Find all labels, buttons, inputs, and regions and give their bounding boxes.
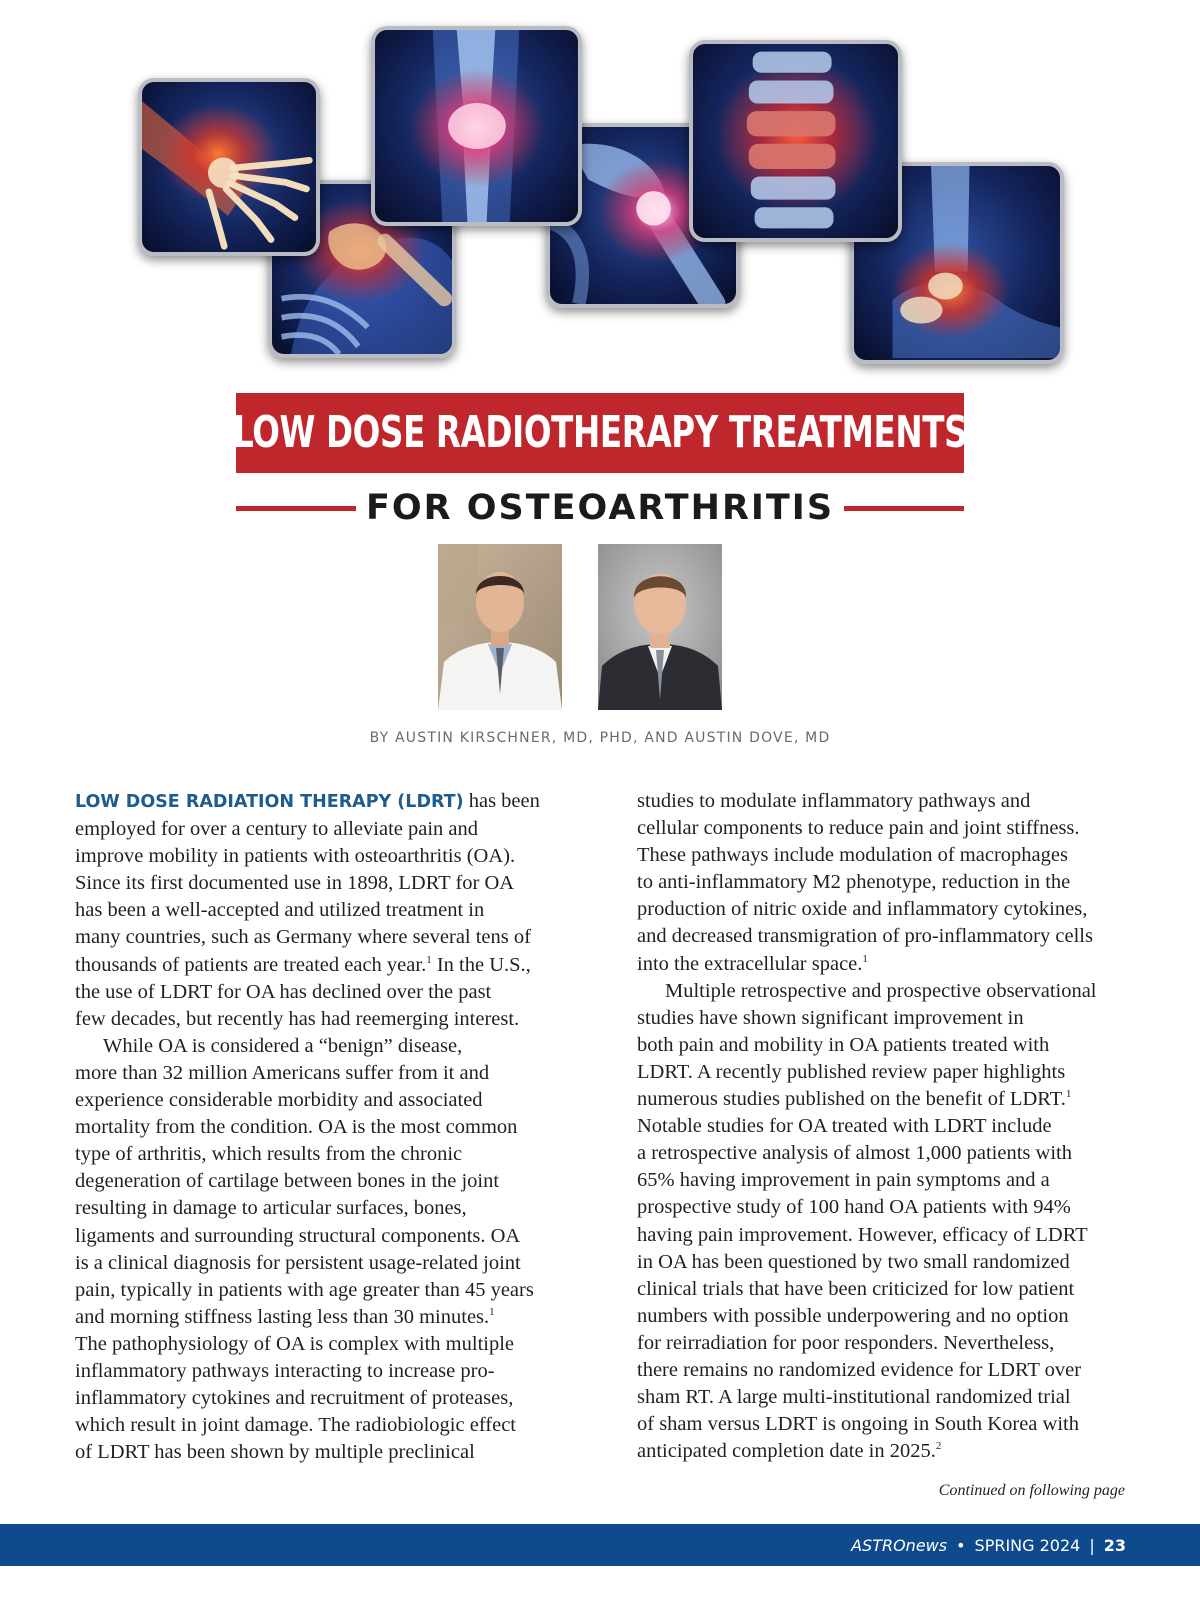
text-line [637, 788, 1135, 815]
text-line [637, 869, 1135, 896]
text-line [637, 1194, 1135, 1221]
text-run: prospective study of 100 hand OA patients with 94% [637, 1196, 1071, 1219]
reference-superscript: 1 [1065, 1088, 1072, 1101]
spine-joint-icon [693, 44, 898, 238]
text-line [75, 924, 573, 951]
footer-publication: ASTROnews [851, 1535, 948, 1555]
text-line [637, 1059, 1135, 1086]
text-line [637, 1222, 1135, 1249]
text-run: resulting in damage to articular surfaces, bones, [75, 1197, 467, 1220]
text-run: These pathways include modulation of macrophages [637, 844, 1068, 867]
text-run: cellular components to reduce pain and joint stiffness. [637, 817, 1080, 840]
text-line [75, 979, 573, 1006]
subtitle-rule-left [236, 506, 356, 511]
text-line [75, 1006, 573, 1033]
text-line [75, 1304, 573, 1331]
text-line [637, 978, 1135, 1005]
author-photo-kirschner [438, 544, 562, 710]
text-line [637, 1249, 1135, 1276]
text-line [637, 1032, 1135, 1059]
article-title: LOW DOSE RADIOTHERAPY TREATMENTS [232, 407, 968, 458]
hand-joint-image [138, 78, 320, 256]
text-run: LDRT. A recently published review paper highlights [637, 1060, 1066, 1083]
text-line [75, 1087, 573, 1114]
byline: BY AUSTIN KIRSCHNER, MD, PHD, AND AUSTIN DOVE, MD [369, 730, 831, 746]
text-line [75, 1195, 573, 1222]
text-line [75, 1358, 573, 1385]
text-line [75, 816, 573, 843]
author-portrait-icon [438, 544, 562, 710]
text-line [637, 1357, 1135, 1384]
text-run: studies to modulate inflammatory pathways and [637, 790, 1031, 812]
text-line [637, 1140, 1135, 1167]
footer-separator: • [956, 1535, 966, 1555]
text-line [637, 1330, 1135, 1357]
text-run: has been a well-accepted and utilized treatment in [75, 899, 485, 922]
text-run: anticipated completion date in 2025. [637, 1440, 936, 1463]
text-run: for reirradiation for poor responders. Nevertheless, [637, 1331, 1055, 1354]
title-banner [232, 393, 968, 473]
text-run: sham RT. A large multi-institutional randomized trial [637, 1386, 1071, 1409]
text-run: type of arthritis, which results from the chronic [75, 1143, 463, 1166]
text-run: having pain improvement. However, efficacy of LDRT [637, 1223, 1088, 1246]
reference-superscript: 1 [862, 952, 868, 965]
text-line [75, 843, 573, 870]
text-line [75, 1385, 573, 1412]
text-run: into the extracellular space. [637, 952, 863, 975]
text-run: experience considerable morbidity and associated [75, 1089, 483, 1112]
reference-superscript: 2 [935, 1440, 942, 1453]
text-run: is a clinical diagnosis for persistent usage-related joint [75, 1251, 521, 1274]
text-run: both pain and mobility in OA patients treated with [637, 1033, 1050, 1056]
text-line [637, 1276, 1135, 1303]
text-run: studies have shown significant improvement in [637, 1006, 1024, 1029]
text-run: inflammatory cytokines and recruitment of proteases, [75, 1387, 514, 1410]
page-footer [0, 1524, 1200, 1566]
text-run: a retrospective analysis of almost 1,000 patients with [637, 1142, 1072, 1165]
text-line [75, 1223, 573, 1250]
text-line [637, 951, 1135, 978]
knee-joint-image [371, 26, 582, 226]
text-run: inflammatory pathways interacting to increase pro- [75, 1359, 495, 1382]
continued-note: Continued on following page [938, 1482, 1125, 1499]
text-line [75, 1141, 573, 1168]
text-line [75, 1114, 573, 1141]
text-run: employed for over a century to alleviate pain and [75, 818, 479, 841]
text-line [75, 952, 573, 979]
text-run: pain, typically in patients with age greater than 45 years [75, 1278, 534, 1301]
page-number: 23 [1103, 1535, 1126, 1555]
text-run: Multiple retrospective and prospective observational [665, 979, 1097, 1002]
left-column [75, 788, 573, 1466]
text-line [75, 788, 573, 816]
text-line [75, 1033, 573, 1060]
footer-issue: SPRING 2024 [974, 1535, 1081, 1555]
text-run: of sham versus LDRT is ongoing in South Korea with [637, 1413, 1079, 1436]
text-run: which result in joint damage. The radiobiologic effect [75, 1414, 517, 1437]
hand-joint-icon [142, 82, 316, 252]
right-column [637, 788, 1135, 1465]
text-run: of LDRT has been shown by multiple preclinical [75, 1441, 475, 1464]
text-run: there remains no randomized evidence for LDRT over [637, 1358, 1082, 1381]
text-line [75, 1250, 573, 1277]
text-run: While OA is considered a “benign” disease, [103, 1034, 463, 1057]
text-line [75, 870, 573, 897]
text-run: thousands of patients are treated each year. [75, 953, 427, 976]
text-line [637, 1411, 1135, 1438]
text-run: few decades, but recently has had reemerging interest. [75, 1007, 520, 1030]
text-run: improve mobility in patients with osteoarthritis (OA). [75, 845, 516, 868]
text-line [75, 1331, 573, 1358]
text-run: mortality from the condition. OA is the most common [75, 1116, 518, 1139]
text-run: the use of LDRT for OA has declined over the past [75, 980, 492, 1003]
article-subtitle: FOR OSTEOARTHRITIS [365, 487, 835, 528]
text-run: numerous studies published on the benefit of LDRT. [637, 1088, 1066, 1111]
text-run: more than 32 million Americans suffer from it and [75, 1061, 490, 1084]
knee-joint-icon [375, 30, 578, 222]
text-line [75, 897, 573, 924]
text-line [75, 1060, 573, 1087]
text-line [637, 896, 1135, 923]
text-run: production of nitric oxide and inflammatory cytokines, [637, 898, 1088, 921]
text-run: numbers with possible underpowering and no option [637, 1304, 1069, 1327]
text-line [637, 1438, 1135, 1465]
author-photo-dove [598, 544, 722, 710]
text-run: in OA has been questioned by two small randomized [637, 1250, 1070, 1273]
text-line [637, 815, 1135, 842]
text-line [637, 1303, 1135, 1330]
text-line [75, 1168, 573, 1195]
text-line [75, 1277, 573, 1304]
text-line [75, 1412, 573, 1439]
text-run: and morning stiffness lasting less than 30 minutes. [75, 1305, 490, 1328]
text-run: The pathophysiology of OA is complex with multiple [75, 1332, 514, 1355]
reference-superscript: 1 [426, 953, 432, 966]
text-line [637, 1005, 1135, 1032]
text-line [637, 1113, 1135, 1140]
text-run: has been [463, 790, 540, 812]
text-run: degeneration of cartilage between bones in the joint [75, 1170, 500, 1193]
text-run: ligaments and surrounding structural components. OA [75, 1224, 521, 1247]
text-run: Since its first documented use in 1898, LDRT for OA [75, 872, 515, 895]
text-line [637, 1086, 1135, 1113]
text-line [637, 1167, 1135, 1194]
reference-superscript: 1 [489, 1305, 495, 1318]
text-run: clinical trials that have been criticized for low patient [637, 1277, 1075, 1300]
text-run: Notable studies for OA treated with LDRT include [637, 1115, 1052, 1138]
subtitle-row [236, 484, 964, 532]
text-run: and decreased transmigration of pro-inflammatory cells [637, 925, 1093, 948]
text-run: many countries, such as Germany where several tens of [75, 926, 531, 949]
text-line [637, 842, 1135, 869]
lead-in: LOW DOSE RADIATION THERAPY (LDRT) [75, 792, 464, 812]
footer-divider: | [1089, 1535, 1095, 1555]
author-portrait-icon [598, 544, 722, 710]
text-line [637, 923, 1135, 950]
spine-joint-image [689, 40, 902, 242]
text-run: to anti-inflammatory M2 phenotype, reduction in the [637, 871, 1071, 894]
text-run: In the U.S., [431, 953, 531, 976]
text-line [75, 1439, 573, 1466]
subtitle-rule-right [844, 506, 964, 511]
text-line [637, 1384, 1135, 1411]
text-run: 65% having improvement in pain symptoms and a [637, 1169, 1050, 1192]
